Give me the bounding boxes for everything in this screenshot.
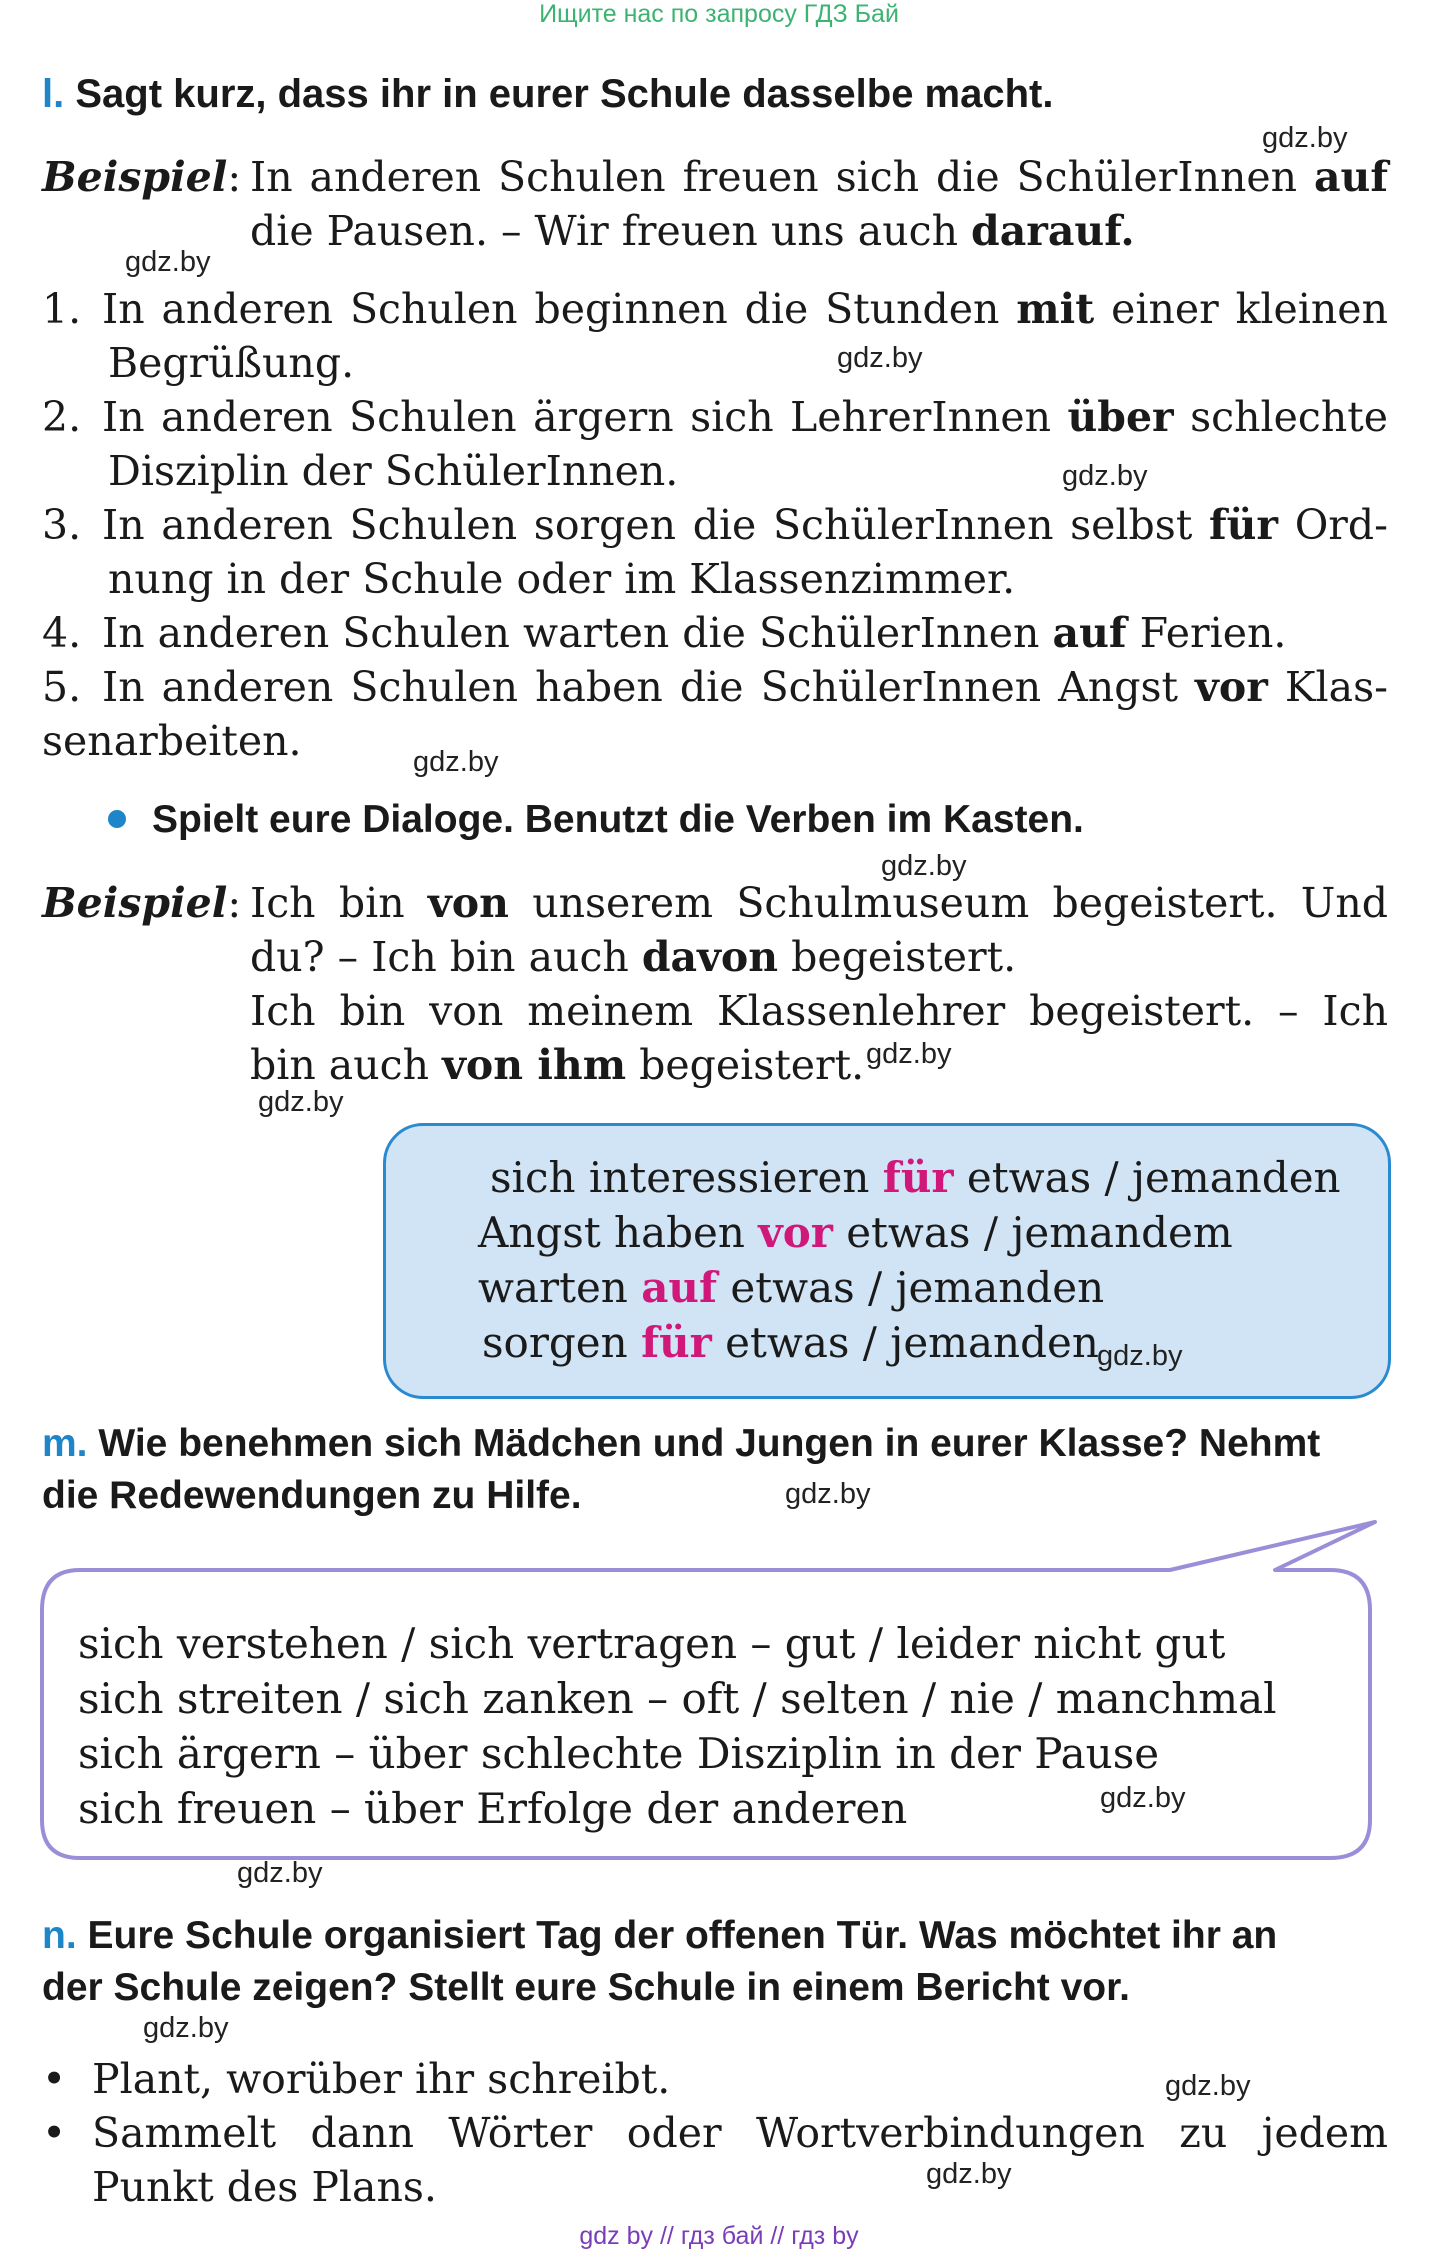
list-item: 1. In anderen Schulen beginnen die Stunden mit einer kleinen: [42, 285, 1388, 333]
task-m-heading-line2: die Redewendungen zu Hilfe.: [42, 1474, 582, 1517]
bullet-item-cont: Punkt des Plans.: [92, 2163, 437, 2211]
header-search-hint[interactable]: Ищите нас по запросу ГДЗ Бай: [539, 0, 899, 28]
list-item: 3. In anderen Schulen sorgen die SchülerInnen selbst für Ord-: [42, 501, 1388, 549]
watermark: gdz.by: [1097, 1340, 1183, 1372]
watermark: gdz.by: [1165, 2070, 1251, 2102]
task-n-heading-line2: der Schule zeigen? Stellt eure Schule in einem Bericht vor.: [42, 1966, 1130, 2009]
watermark: gdz.by: [237, 1857, 323, 1889]
task-n-heading-line1: n. Eure Schule organisiert Tag der offenen Tür. Was möchtet ihr an: [42, 1914, 1278, 1957]
bullet-icon: •: [42, 2109, 67, 2157]
list-item: 4. In anderen Schulen warten die SchülerInnen auf Ferien.: [42, 609, 1287, 657]
task-m-heading-line1: m. Wie benehmen sich Mädchen und Jungen in eurer Klasse? Nehmt: [42, 1422, 1321, 1465]
list-item-cont: Disziplin der SchülerInnen.: [108, 447, 679, 495]
list-item: 2. In anderen Schulen ärgern sich LehrerInnen über schlechte: [42, 393, 1388, 441]
verb-phrase: sich interessieren für etwas / jemanden: [490, 1153, 1341, 1202]
sub-task-heading: Spielt eure Dialoge. Benutzt die Verben im Kasten.: [152, 798, 1084, 841]
example-label-1: Beispiel:: [42, 153, 242, 201]
watermark: gdz.by: [413, 746, 499, 778]
watermark: gdz.by: [881, 850, 967, 882]
list-item: 5. In anderen Schulen haben die SchülerInnen Angst vor Klas-: [42, 663, 1388, 711]
example-line-1: In anderen Schulen freuen sich die SchülerInnen auf: [250, 153, 1388, 201]
watermark: gdz.by: [1262, 122, 1348, 154]
list-item-cont: Begrüßung.: [108, 339, 355, 387]
task-m-letter: m.: [42, 1422, 88, 1465]
example2-line-2: du? – Ich bin auch davon begeistert.: [250, 933, 1017, 981]
watermark: gdz.by: [125, 246, 211, 278]
phrase-line: sich verstehen / sich vertragen – gut / leider nicht gut: [78, 1619, 1226, 1668]
example-line-2: die Pausen. – Wir freuen uns auch darauf.: [250, 207, 1135, 255]
watermark: gdz.by: [837, 342, 923, 374]
verb-phrase: Angst haben vor etwas / jemandem: [478, 1208, 1233, 1257]
watermark: gdz.by: [926, 2158, 1012, 2190]
phrase-line: sich ärgern – über schlechte Disziplin in der Pause: [78, 1729, 1160, 1778]
bullet-icon: •: [42, 2055, 67, 2103]
task-l-letter: l.: [42, 72, 65, 116]
task-n-letter: n.: [42, 1914, 77, 1957]
watermark: gdz.by: [1100, 1782, 1186, 1814]
list-item-cont: nung in der Schule oder im Klassenzimmer.: [108, 555, 1016, 603]
watermark: gdz.by: [785, 1478, 871, 1510]
phrase-line: sich streiten / sich zanken – oft / selten / nie / manchmal: [78, 1674, 1277, 1723]
example-label-2: Beispiel:: [42, 879, 242, 927]
watermark: gdz.by: [258, 1086, 344, 1118]
example2-line-3: Ich bin von meinem Klassenlehrer begeistert. – Ich: [250, 987, 1388, 1035]
watermark: gdz.by: [1062, 460, 1148, 492]
phrase-line: sich freuen – über Erfolge der anderen: [78, 1784, 908, 1833]
list-item-cont: senarbeiten.: [42, 717, 302, 765]
task-l-title: Sagt kurz, dass ihr in eurer Schule dasselbe macht.: [75, 72, 1054, 116]
bullet-item: • Plant, worüber ihr schreibt.: [42, 2052, 670, 2106]
verb-phrase: warten auf etwas / jemanden: [478, 1263, 1105, 1312]
watermark: gdz.by: [866, 1038, 952, 1070]
example2-line-1: Ich bin von unserem Schulmuseum begeistert. Und: [250, 879, 1388, 927]
verb-phrase: sorgen für etwas / jemanden: [482, 1318, 1099, 1367]
example2-line-4: bin auch von ihm begeistert.: [250, 1041, 865, 1089]
watermark: gdz.by: [143, 2012, 229, 2044]
footer-links[interactable]: gdz by // гдз бай // гдз by: [579, 2222, 859, 2250]
bullet-item: • Sammelt dann Wörter oder Wortverbindungen zu jedem: [42, 2106, 1388, 2160]
